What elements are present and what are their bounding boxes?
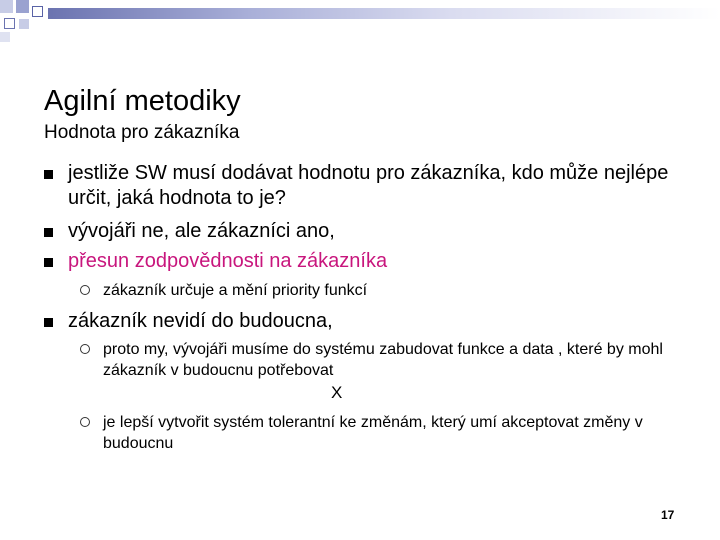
sub-bullet-text: proto my, vývojáři musíme do systému zabudovat funkce a data , které by mohl zákazník v budoucnu potřebovat xyxy=(103,341,663,379)
decor-square xyxy=(32,6,43,17)
sub-bullet-text: zákazník určuje a mění priority funkcí xyxy=(103,282,368,299)
decor-square xyxy=(0,0,13,13)
decor-square xyxy=(0,32,10,42)
page-number: 17 xyxy=(661,508,675,522)
decor-square xyxy=(19,19,29,29)
bullet-text: vývojáři ne, ale zákazníci ano, xyxy=(68,220,335,242)
square-bullet-icon xyxy=(44,318,53,327)
square-bullet-icon xyxy=(44,258,53,267)
circle-bullet-icon xyxy=(80,344,90,354)
bullet-text: jestliže SW musí dodávat hodnotu pro zákazníka, kdo může nejlépe určit, jaká hodnota to je? xyxy=(68,162,669,209)
bullet-text-highlighted: přesun zodpovědnosti na zákazníka xyxy=(68,250,388,272)
decor-square xyxy=(4,18,15,29)
slide-decoration xyxy=(0,0,720,60)
circle-bullet-icon xyxy=(80,417,90,427)
separator-x: X xyxy=(331,383,343,402)
square-bullet-icon xyxy=(44,228,53,237)
circle-bullet-icon xyxy=(80,285,90,295)
square-bullet-icon xyxy=(44,170,53,179)
decor-gradient-bar xyxy=(48,8,720,19)
slide-title: Agilní metodiky xyxy=(44,85,241,117)
slide-subtitle: Hodnota pro zákazníka xyxy=(44,122,240,143)
sub-bullet-text: je lepší vytvořit systém tolerantní ke změnám, který umí akceptovat změny v budoucnu xyxy=(103,414,643,452)
decor-square xyxy=(16,0,29,13)
bullet-text: zákazník nevidí do budoucna, xyxy=(68,310,333,332)
